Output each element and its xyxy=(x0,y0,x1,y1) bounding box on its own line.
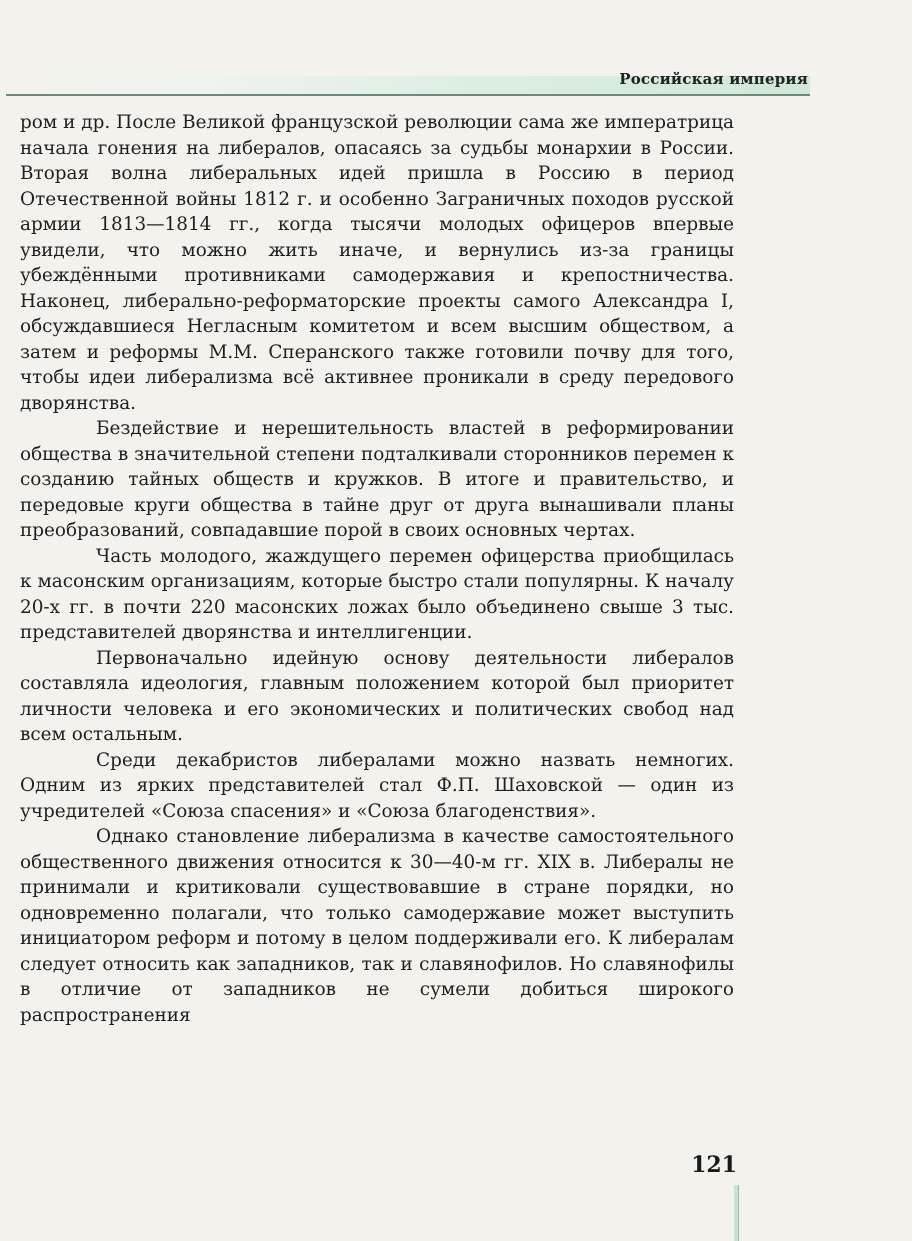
paragraph-6: Однако становление либерализма в качестве самостоятельного общественного движения относится к 30—40-м гг. XIX в. Либералы не принимали и критиковали существовавшие в стране порядки, но одновременно полагали, что только самодержавие может выступить инициатором реформ и потому в целом поддерживали его. К либералам следует относить как западников, так и славянофилов. Но славянофилы в отличие от западников не сумели добиться широкого распространения xyxy=(20,826,734,1026)
paragraph-3: Часть молодого, жаждущего перемен офицерства приобщилась к масонским организациям, которые быстро стали популярны. К началу 20-х гг. в почти 220 масонских ложах было объединено свыше 3 тыс. представителей дворянства и интеллигенции. xyxy=(20,545,734,643)
paragraph-1: ром и др. После Великой французской революции сама же императрица начала гонения на либералов, опасаясь за судьбы монархии в России. Вторая волна либеральных идей пришла в Россию в период Отечественной войны 1812 г. и особенно Заграничных походов русской армии 1813—1814 гг., когда тысячи молодых офицеров впервые увидели, что можно жить иначе, и вернулись из-за границы убеждёнными противниками самодержавия и крепостничества. Наконец, либерально-реформаторские проекты самого Александра I, обсуждавшиеся Негласным комитетом и всем высшим обществом, а затем и реформы М.М. Сперанского также готовили почву для того, чтобы идеи либерализма всё активнее проникали в среду передового дворянства. xyxy=(20,112,734,414)
margin-tab-edge xyxy=(738,1185,739,1241)
page-number: 121 xyxy=(691,1152,737,1178)
paragraph-4: Первоначально идейную основу деятельности либералов составляла идеология, главным положением которой был приоритет личности человека и его экономических и политических свобод над всем остальным. xyxy=(20,647,734,745)
paragraph-5: Среди декабристов либералами можно назвать немногих. Одним из ярких представителей стал Ф.П. Шаховской — один из учредителей «Союза спасения» и «Союза благоденствия». xyxy=(20,749,734,822)
running-header-title: Российская империя xyxy=(619,70,808,88)
running-header-rule xyxy=(6,94,810,96)
paragraph-2: Бездействие и нерешительность властей в реформировании общества в значительной степени подталкивали сторонников перемен к созданию тайных обществ и кружков. В итоге и правительство, и передовые круги общества в тайне друг от друга вынашивали планы преобразований, совпадавшие порой в своих основных чертах. xyxy=(20,418,734,541)
main-text xyxy=(20,110,734,1028)
